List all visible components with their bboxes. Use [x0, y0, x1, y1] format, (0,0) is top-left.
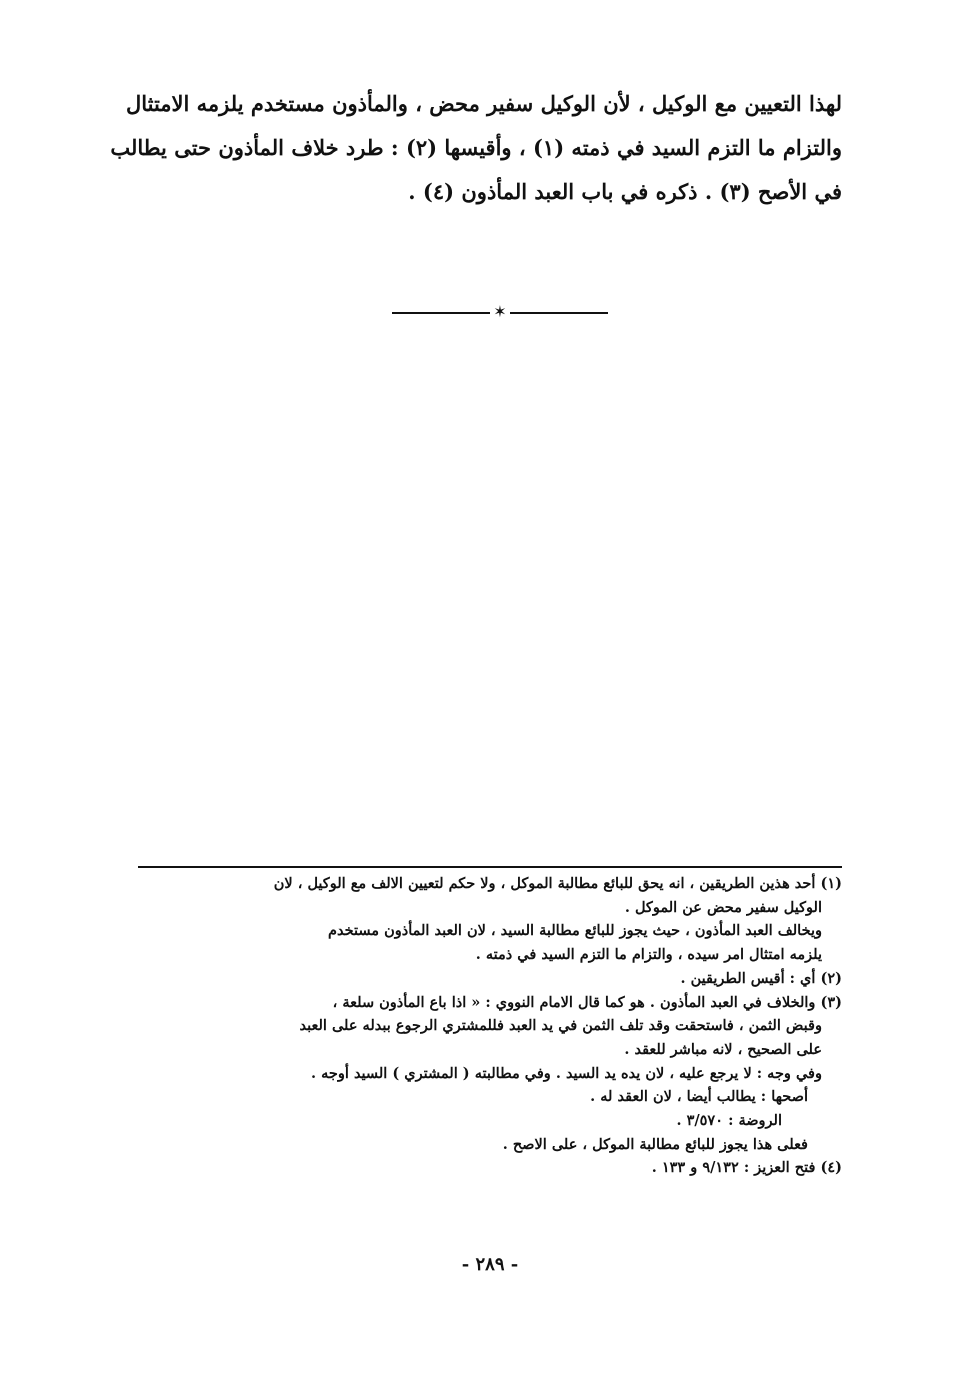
- footnote-line: أصحها : يطالب أيضا ، لان العقد له .: [590, 1088, 808, 1106]
- main-text-block: [110, 82, 842, 214]
- footnote-separator: [138, 866, 842, 868]
- footnotes-block: [132, 872, 842, 1180]
- footnote-line: الوكيل سفير محض عن الموكل .: [624, 898, 822, 916]
- main-text-line: لهذا التعيين مع الوكيل ، لأن الوكيل سفير محض ، والمأذون مستخدم يلزمه الامتثال: [125, 91, 842, 116]
- divider-rule-left: [392, 312, 490, 314]
- footnote-line: (١) أحد هذين الطريقين ، انه يحق للبائع مطالبة الموكل ، ولا حكم لتعيين الالف مع الوكيل ، لان: [273, 875, 842, 892]
- footnote-line: الروضة : ٣/٥٧٠ .: [676, 1112, 782, 1130]
- footnote-line: وفي وجه : لا يرجع عليه ، لان يده يد السيد . وفي مطالبته ( المشتري ) السيد أوجه .: [311, 1064, 822, 1082]
- footnote-line: وقبض الثمن ، فاستحقت وقد تلف الثمن في يد العبد فللمشتري الرجوع ببدله على العبد: [299, 1017, 822, 1035]
- main-text-line: في الأصح (٣) . ذكره في باب العبد المأذون (٤) .: [408, 179, 842, 204]
- footnote-line: على الصحيح ، لانه مباشر للعقد .: [624, 1040, 822, 1058]
- footnote-line: يلزمه امتثال امر سيده ، والتزام ما التزم السيد في ذمته .: [475, 946, 822, 964]
- divider-rule-right: [510, 312, 608, 314]
- footnote-line: فعلى هذا يجوز للبائع مطالبة الموكل ، على الاصح .: [502, 1135, 808, 1153]
- footnote-line: ويخالف العبد المأذون ، حيث يجوز للبائع مطالبة السيد ، لان العبد المأذون مستخدم: [328, 922, 822, 940]
- page-number: - ٢٨٩ -: [461, 1254, 519, 1275]
- footnote-line: (٢) أي : أقيس الطريقين .: [680, 969, 842, 987]
- footnote-line: (٤) فتح العزيز : ٩/١٣٢ و ١٣٣ .: [651, 1159, 842, 1177]
- main-text-line: والتزام ما التزم السيد في ذمته (١) ، وأقيسها (٢) : طرد خلاف المأذون حتى يطالب: [110, 135, 842, 160]
- star-ornament-icon: ✶: [493, 302, 507, 321]
- section-divider-ornament: [392, 300, 608, 320]
- footnote-line: (٣) والخلاف في العبد المأذون . هو كما قال الامام النووي : « اذا باع المأذون سلعة ،: [332, 993, 842, 1011]
